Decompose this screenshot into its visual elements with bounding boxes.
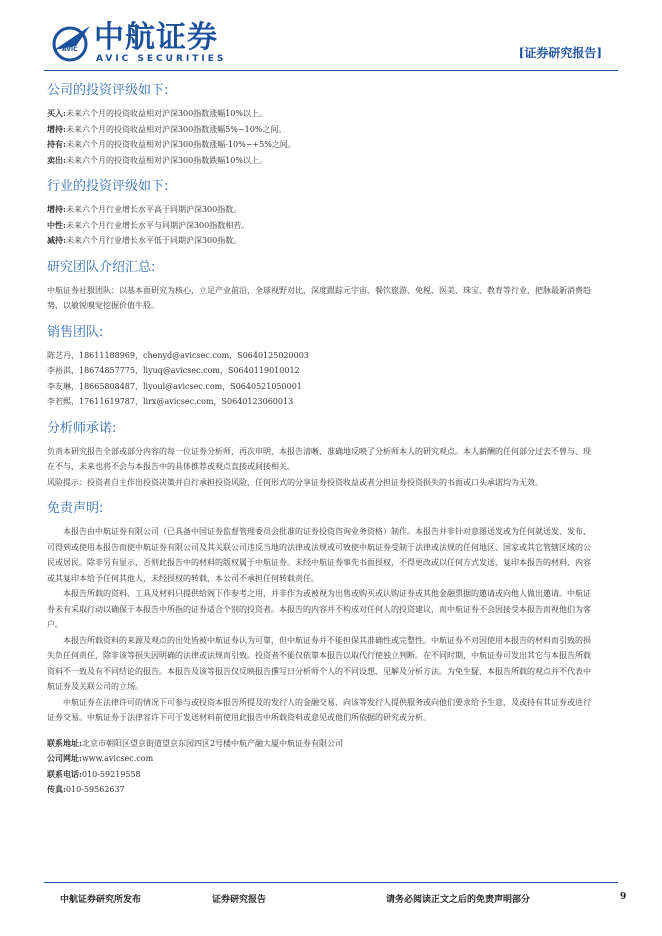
rating-item xyxy=(47,233,617,249)
team-text-line: 势，以敏锐嗅觉挖掘价值牛股。 xyxy=(47,301,159,310)
sales-title: 销售团队: xyxy=(47,324,104,340)
contact-value: 010-59562637 xyxy=(65,785,125,794)
disclaimer-line: 证券交易。中航证券于法律容许下可于发送材料前使用此报告中所载资料或意见或他们所依据的研究或分析。 xyxy=(47,713,431,722)
rating-label: 增持: xyxy=(47,123,66,134)
company-rating-list xyxy=(47,106,617,168)
disclaimer-line: 或其复印本给予任何其他人，未经授权的转载，本公司不承担任何转载责任。 xyxy=(47,573,319,583)
disclaimer-line: 券未有采取行动以确保于本报告中所指的证券适合个别的投资者。本报告的内容并不构成对任何人的投资建议，而中航证券不会因接受本报告而视他们为客 xyxy=(47,604,591,614)
main-content xyxy=(47,82,617,798)
rating-text: 未来六个月的投资收益相对沪深300指数涨幅-10%~+5%之间。 xyxy=(65,140,296,149)
footer-report-type: 证券研究报告 xyxy=(212,895,267,905)
disclaimer-line: 本报告所载的资料、工具及材料只提供给阁下作参考之用，并非作为或被视为出售或购买或认购证券或其他金融票据的邀请或向他人做出邀请。中航证 xyxy=(63,589,591,598)
rating-label: 减持: xyxy=(47,235,66,245)
disclaimer-title: 免责声明: xyxy=(47,501,104,516)
rating-label: 中性: xyxy=(47,219,66,230)
contact-info xyxy=(47,736,617,798)
rating-label: 增持: xyxy=(47,204,66,214)
disclaimer-paragraph xyxy=(47,524,617,586)
disclaimer-line: 本报告由中航证券有限公司（已具备中国证券监督管理委员会批准的证券投资咨询业务资格）制作。本报告并非针对意图送发或为任何就送发、发布、 xyxy=(63,527,591,536)
team-text-line: 中航证券社服团队：以基本面研究为核心，立足产业前沿，全球视野对比，深度跟踪元宇宙、餐饮旅游、免税、医美、珠宝、教育等行业，把脉最新消费趋 xyxy=(47,285,591,295)
page-header xyxy=(0,0,662,76)
rating-item xyxy=(47,218,617,234)
report-type-tag: [证券研究报告] xyxy=(518,46,602,60)
disclaimer-line: 可得到或使用本报告而使中航证券有限公司及其关联公司违反当地的法律或法规或可致使中航证券受制于法律或法规的任何地区、国家或其它管辖区域的公 xyxy=(47,542,591,552)
contact-fax xyxy=(47,782,617,798)
disclaimer-paragraph xyxy=(47,633,617,695)
website-link[interactable]: www.avicsec.com xyxy=(81,754,154,763)
disclaimer-paragraph xyxy=(47,695,617,726)
page-footer xyxy=(0,882,662,912)
sales-contact: 李友琳，18665808487，liyoul@avicsec.com，S0640521050001 xyxy=(47,381,302,391)
disclaimer-line: 失负任何责任，除非该等损失因明确的法律或法规而引致。投资者不能仅依靠本报告以取代行使独立判断。在不同时期，中航证券可发出其它与本报告所载 xyxy=(47,651,591,660)
disclaimer-line: 民或居民。除非另有显示，否则此报告中的材料的版权属于中航证券。未经中航证券事先书面授权，不得更改或以任何方式发送、复印本报告的材料、内容 xyxy=(47,558,591,567)
disclaimer-line: 资料不一致及有不同结论的报告。本报告及该等报告仅反映报告撰写日分析师个人的不同设想、见解及分析方法。为免生疑，本报告所载的观点并不代表中 xyxy=(47,666,591,676)
analyst-text-line: 负责本研究报告全部或部分内容的每一位证券分析师，再次申明，本报告清晰、准确地反映了分析师本人的研究观点。本人薪酬的任何部分过去不曾与、现 xyxy=(47,446,591,456)
footer-publisher: 中航证券研究所发布 xyxy=(60,895,142,905)
sales-contact: 李若熙，17611619787，lirx@avicsec.com，S0640123060013 xyxy=(47,397,294,406)
contact-value: 010-59219558 xyxy=(81,769,141,779)
contact-label: 联系地址: xyxy=(47,737,82,748)
contact-value: 北京市朝阳区望京街道望京东园四区2号楼中航产融大厦中航证券有限公司 xyxy=(81,738,344,748)
header-divider xyxy=(44,70,618,71)
disclaimer-line: 户。 xyxy=(47,620,63,629)
sales-contact: 李裕淇，18674857775，liyuq@avicsec.com，S0640119010012 xyxy=(47,366,300,375)
logo-badge: AVIC xyxy=(62,46,78,53)
risk-warning-line: 风险提示：投资者自主作出投资决策并自行承担投资风险，任何形式的分享证券投资收益或者分担证券投资损失的书面或口头承诺均为无效。 xyxy=(47,477,543,487)
footer-divider xyxy=(44,882,618,883)
company-rating-title: 公司的投资评级如下: xyxy=(47,83,169,98)
page-number: 9 xyxy=(620,892,627,902)
contact-phone xyxy=(47,767,617,783)
avic-logo xyxy=(50,20,240,66)
rating-label: 买入: xyxy=(47,108,66,118)
rating-text: 未来六个月行业增长水平与同期沪深300指数相若。 xyxy=(65,220,250,230)
rating-item xyxy=(47,202,617,218)
disclaimer-paragraph xyxy=(47,586,617,633)
contact-website xyxy=(47,751,617,767)
footer-notice: 请务必阅读正文之后的免责声明部分 xyxy=(386,895,531,905)
disclaimer-line: 本报告所载资料的来源及观点的出处皆被中航证券认为可靠，但中航证券并不能担保其准确性或完整性。中航证券不对因使用本报告的材料而引致的损 xyxy=(63,635,591,645)
rating-item xyxy=(47,153,617,169)
contact-label: 传真: xyxy=(47,784,66,794)
rating-text: 未来六个月的投资收益相对沪深300指数跌幅10%以上。 xyxy=(65,155,268,165)
disclaimer-line: 中航证券在法律许可的情况下可参与或投资本报告所提及的发行人的金融交易，向该等发行人提供服务或向他们要求给予生意，及或持有其证券或进行 xyxy=(63,697,591,707)
rating-label: 卖出: xyxy=(47,154,66,165)
rating-item xyxy=(47,122,617,138)
analyst-title: 分析师承诺: xyxy=(47,420,117,436)
contact-label: 联系电话: xyxy=(47,768,82,779)
logo-english-name: AVIC SECURITIES xyxy=(96,54,227,64)
analyst-text-line: 在不与，未来也将不会与本报告中的具体推荐或观点直接或间接相关。 xyxy=(47,462,295,471)
industry-rating-title: 行业的投资评级如下: xyxy=(47,179,169,194)
rating-text: 未来六个月的投资收益相对沪深300指数涨幅5%~10%之间。 xyxy=(65,124,287,134)
rating-label: 持有: xyxy=(47,139,66,149)
team-title: 研究团队介绍汇总: xyxy=(47,259,156,275)
rating-item xyxy=(47,106,617,122)
logo-chinese-name: 中航证券 xyxy=(94,20,218,55)
rating-text: 未来六个月行业增长水平低于同期沪深300指数。 xyxy=(65,236,242,245)
sales-contact: 陈艺丹，18611188969，chenyd@avicsec.com，S0640125020003 xyxy=(47,350,309,360)
contact-label: 公司网址: xyxy=(47,753,82,763)
industry-rating-list xyxy=(47,202,617,249)
rating-text: 未来六个月行业增长水平高于同期沪深300指数。 xyxy=(65,205,242,214)
avic-emblem-icon xyxy=(50,20,94,64)
contact-address xyxy=(47,736,617,752)
disclaimer-line: 航证券及关联公司的立场。 xyxy=(47,682,143,691)
rating-text: 未来六个月的投资收益相对沪深300指数涨幅10%以上。 xyxy=(65,109,268,118)
rating-item xyxy=(47,137,617,153)
